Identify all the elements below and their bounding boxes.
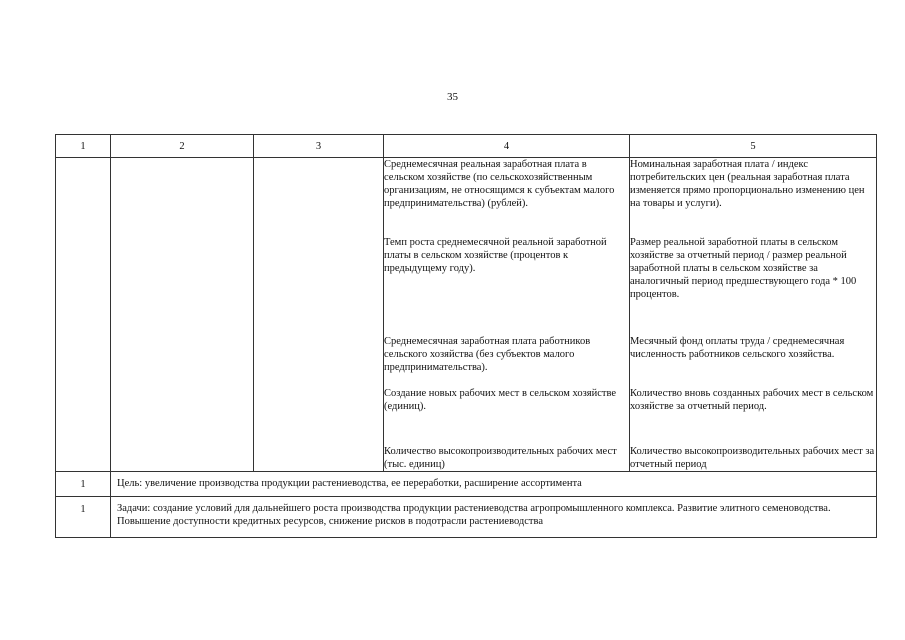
indicators-table [55, 134, 877, 538]
indicator-method: Количество вновь созданных рабочих мест в сельском хозяйстве за отчетный период. [630, 388, 874, 412]
page-number: 35 [447, 91, 458, 103]
goal-row [56, 472, 877, 497]
table-header-row [56, 135, 877, 158]
goal-text: Цель: увеличение производства продукции растениеводства, ее переработки, расширение ассортимента [111, 472, 877, 497]
tasks-row [56, 497, 877, 538]
empty-cell [111, 158, 254, 472]
header-cell-3: 3 [254, 135, 384, 158]
indicator-method: Количество высокопроизводительных рабочих мест за отчетный период [630, 446, 875, 470]
indicator-methods-cell [630, 158, 877, 472]
indicator-method: Месячный фонд оплаты труда / среднемесячная численность работников сельского хозяйства. [630, 336, 845, 360]
indicator-name: Среднемесячная реальная заработная плата в сельском хозяйстве (по сельскохозяйственным организациям, не относящимся к субъектам малого предпринимательства) (рублей). [384, 159, 615, 209]
tasks-text: Задачи: создание условий для дальнейшего роста производства продукции растениеводства агропромышленного комплекса. Развитие элитного семеноводства. Повышение доступности кредитных ресурсов, снижение рисков в подотрасли растениеводства [111, 497, 877, 538]
table-row [56, 158, 877, 472]
indicator-names-cell [384, 158, 630, 472]
header-cell-2: 2 [111, 135, 254, 158]
header-cell-5: 5 [630, 135, 877, 158]
goal-number: 1 [56, 472, 111, 497]
tasks-number: 1 [56, 497, 111, 538]
empty-cell [254, 158, 384, 472]
indicator-name: Среднемесячная заработная плата работников сельского хозяйства (без субъектов малого предпринимательства). [384, 336, 591, 373]
empty-cell [56, 158, 111, 472]
header-cell-4: 4 [384, 135, 630, 158]
indicator-name: Количество высокопроизводительных рабочих мест (тыс. единиц) [384, 446, 617, 470]
header-cell-1: 1 [56, 135, 111, 158]
indicator-method: Размер реальной заработной платы в сельском хозяйстве за отчетный период / размер реальной заработной платы в сельском хозяйстве за аналогичный период предшествующего года * 100 процентов. [630, 237, 857, 300]
indicator-method: Номинальная заработная плата / индекс потребительских цен (реальная заработная плата изменяется прямо пропорционально изменению цен на товары и услуги). [630, 159, 865, 209]
indicator-name: Темп роста среднемесячной реальной заработной платы в сельском хозяйстве (процентов к предыдущему году). [384, 237, 607, 274]
indicator-name: Создание новых рабочих мест в сельском хозяйстве (единиц). [384, 388, 617, 412]
